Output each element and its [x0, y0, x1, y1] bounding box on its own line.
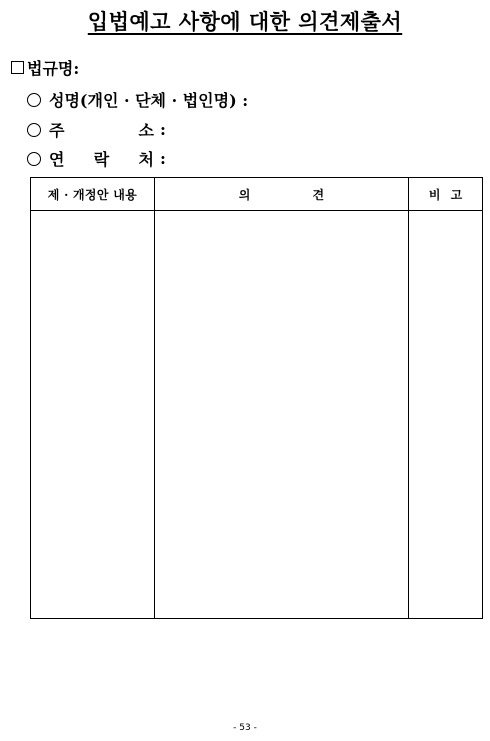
address-row: [27, 118, 166, 141]
contact-label-char: 락: [93, 150, 110, 169]
circle-bullet-icon: [27, 123, 41, 137]
address-label-char: 주: [49, 121, 65, 140]
header-amendment-content: 제 · 개정안 내용: [31, 178, 155, 211]
opinion-cell[interactable]: [154, 211, 408, 619]
checkbox-icon: [11, 61, 24, 74]
table-header-row: [31, 178, 483, 211]
address-colon: :: [160, 120, 166, 139]
address-label: [49, 118, 154, 141]
remarks-cell[interactable]: [409, 211, 483, 619]
table-row: [31, 211, 483, 619]
name-row: [27, 88, 248, 111]
header-remarks: 비 고: [409, 178, 483, 211]
opinion-table: [30, 177, 483, 619]
contact-label-char: 연: [49, 150, 65, 169]
law-name-row: [11, 56, 79, 79]
law-name-label: 법규명:: [27, 59, 80, 78]
contact-label-char: 처: [138, 150, 154, 169]
address-label-char: 소: [138, 121, 154, 140]
contact-label: [49, 147, 154, 170]
page-number: - 53 -: [233, 723, 257, 733]
amendment-content-cell[interactable]: [31, 211, 155, 619]
name-label: 성명(개인 · 단체 · 법인명) :: [49, 91, 249, 110]
document-title-text: 입법예고 사항에 대한 의견제출서: [87, 10, 403, 34]
document-title: [0, 6, 490, 36]
contact-row: [27, 147, 166, 170]
contact-colon: :: [160, 149, 166, 168]
circle-bullet-icon: [27, 93, 41, 107]
header-opinion: 의 견: [154, 178, 408, 211]
circle-bullet-icon: [27, 152, 41, 166]
